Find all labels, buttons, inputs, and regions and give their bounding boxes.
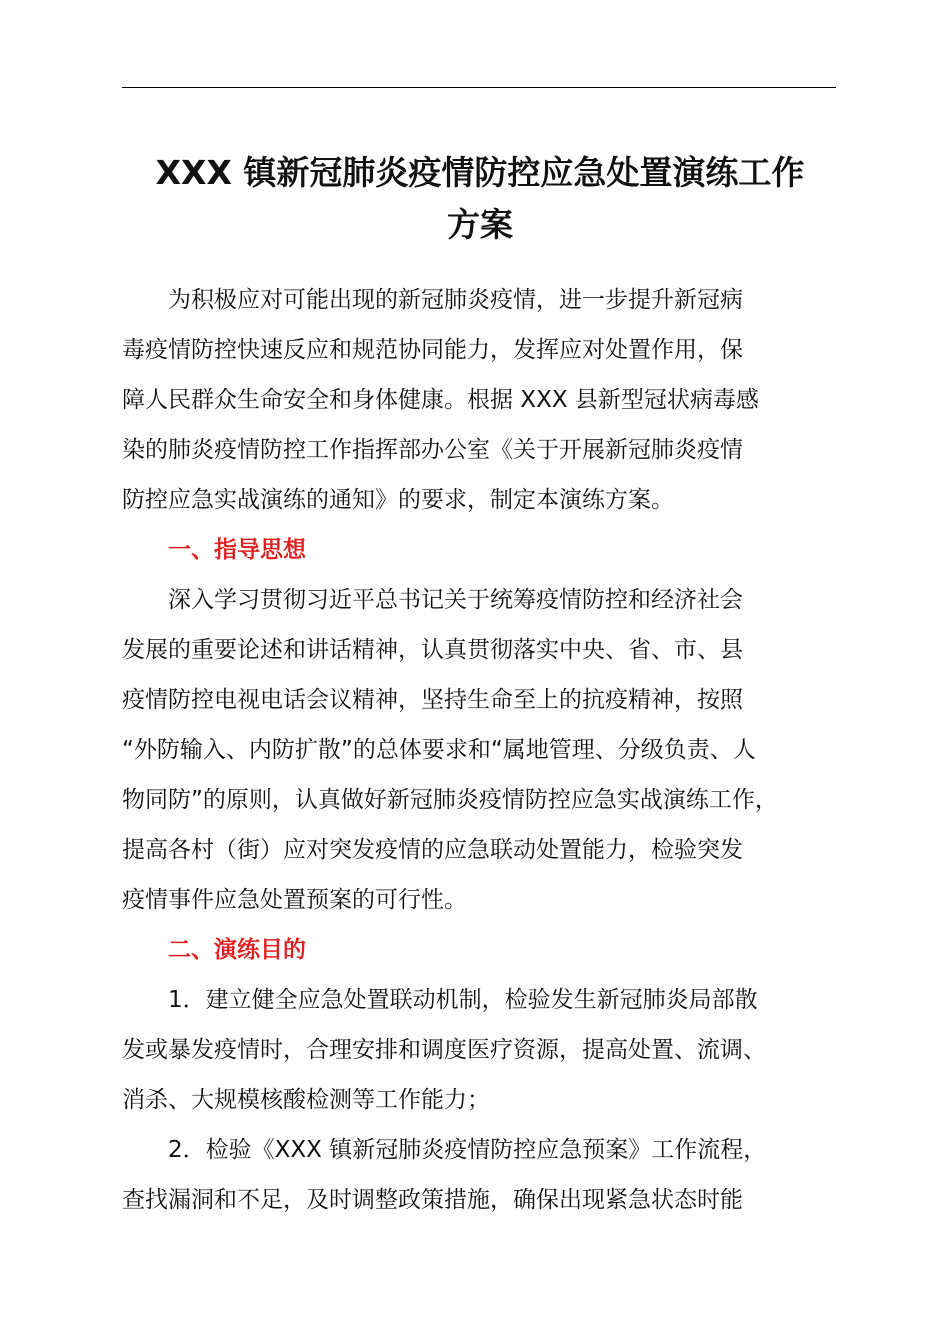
section1-line-5: 物同防”的原则，认真做好新冠肺炎疫情防控应急实战演练工作， xyxy=(122,787,778,813)
section1-line-1: 深入学习贯彻习近平总书记关于统筹疫情防控和经济社会 xyxy=(168,587,743,613)
section1-line-6: 提高各村（街）应对突发疫情的应急联动处置能力，检验突发 xyxy=(122,837,743,863)
intro-paragraph xyxy=(122,275,836,525)
document-title xyxy=(100,147,860,251)
section1-line-3: 疫情防控电视电话会议精神，坚持生命至上的抗疫精神，按照 xyxy=(122,687,743,713)
intro-line-5: 防控应急实战演练的通知》的要求，制定本演练方案。 xyxy=(122,487,674,513)
section1-line-4: “外防输入、内防扩散”的总体要求和“属地管理、分级负责、人 xyxy=(122,737,756,763)
document-body xyxy=(122,275,836,1225)
intro-line-4: 染的肺炎疫情防控工作指挥部办公室《关于开展新冠肺炎疫情 xyxy=(122,437,743,463)
section1-line-2: 发展的重要论述和讲话精神，认真贯彻落实中央、省、市、县 xyxy=(122,637,743,663)
item1-line-1: 1．建立健全应急处置联动机制，检验发生新冠肺炎局部散 xyxy=(168,987,758,1013)
header-rule xyxy=(122,87,836,88)
item2-line-1: 2．检验《XXX 镇新冠肺炎疫情防控应急预案》工作流程， xyxy=(168,1137,767,1163)
section-heading-guiding-ideology: 一、指导思想 xyxy=(168,537,306,563)
item2-line-2: 查找漏洞和不足，及时调整政策措施，确保出现紧急状态时能 xyxy=(122,1187,743,1213)
intro-line-2: 毒疫情防控快速反应和规范协同能力，发挥应对处置作用，保 xyxy=(122,337,743,363)
intro-line-3: 障人民群众生命安全和身体健康。根据 XXX 县新型冠状病毒感 xyxy=(122,387,759,413)
purpose-item-2 xyxy=(122,1125,836,1225)
item1-line-3: 消杀、大规模核酸检测等工作能力； xyxy=(122,1087,490,1113)
intro-line-1: 为积极应对可能出现的新冠肺炎疫情，进一步提升新冠病 xyxy=(168,287,743,313)
item1-line-2: 发或暴发疫情时，合理安排和调度医疗资源，提高处置、流调、 xyxy=(122,1037,766,1063)
title-line-1: XXX 镇新冠肺炎疫情防控应急处置演练工作 xyxy=(155,153,805,192)
guiding-ideology-paragraph xyxy=(122,575,836,925)
title-line-2: 方案 xyxy=(447,205,513,244)
section-heading-drill-purpose: 二、演练目的 xyxy=(168,937,306,963)
purpose-item-1 xyxy=(122,975,836,1125)
section1-line-7: 疫情事件应急处置预案的可行性。 xyxy=(122,887,467,913)
